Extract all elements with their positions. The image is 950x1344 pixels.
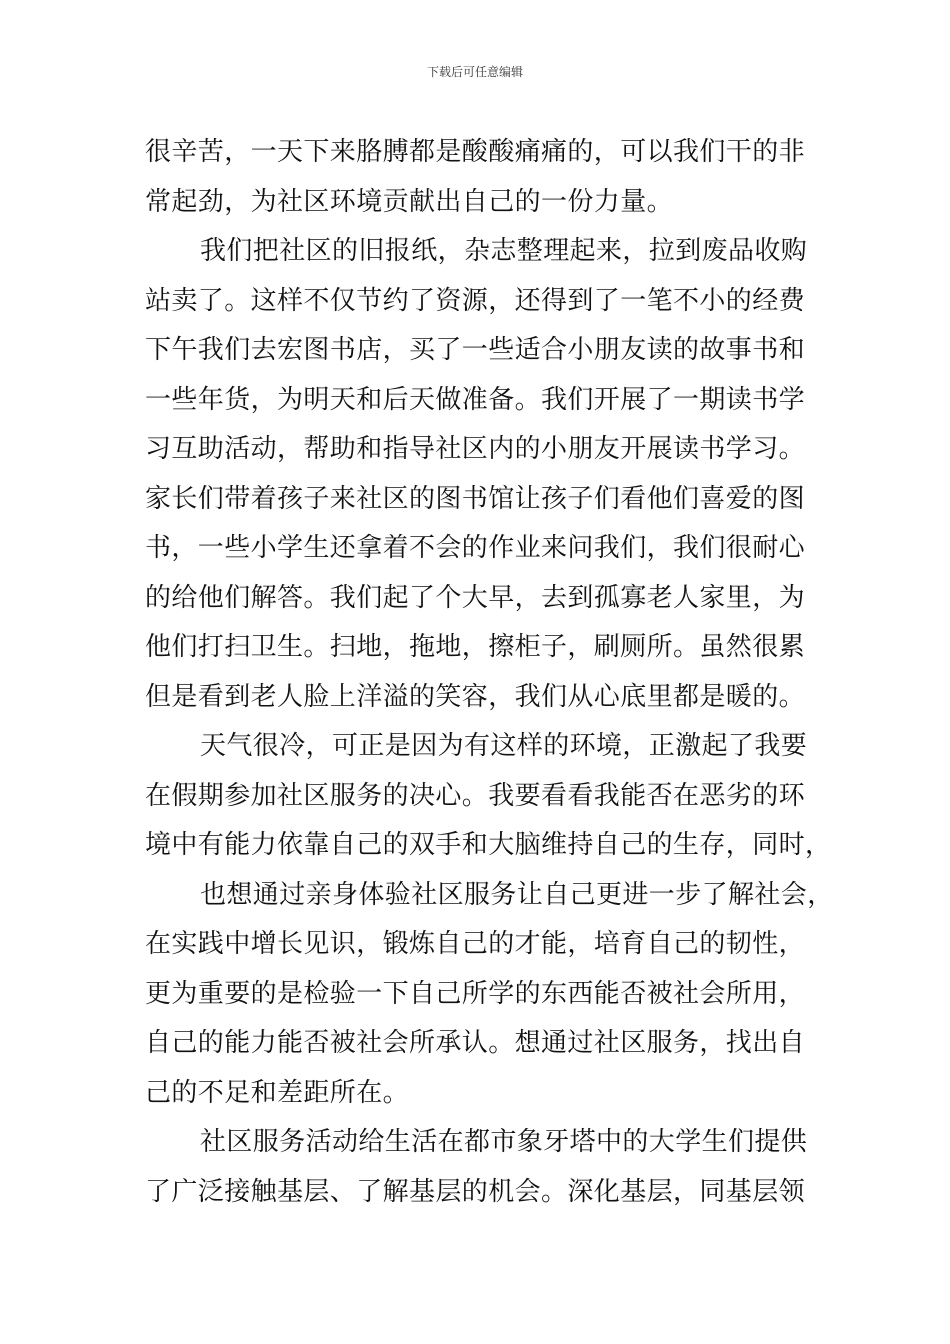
document-body: [145, 128, 835, 1217]
text-line: 在实践中增长见识，锻炼自己的才能，培育自己的韧性，: [145, 929, 806, 959]
text-line: 很辛苦，一天下来胳膊都是酸酸痛痛的，可以我们干的非: [145, 137, 806, 167]
text-line: 了广泛接触基层、了解基层的机会。深化基层，同基层领: [145, 1176, 806, 1207]
text-line: 自己的能力能否被社会所承认。想通过社区服务，找出自: [145, 1028, 806, 1058]
text-line: 习互助活动，帮助和指导社区内的小朋友开展读书学习。: [145, 434, 806, 464]
paragraph-first-line: 天气很冷，可正是因为有这样的环境，正激起了我要: [200, 731, 808, 761]
text-line: 书，一些小学生还拿着不会的作业来问我们，我们很耐心: [145, 533, 806, 563]
text-line: 一些年货，为明天和后天做准备。我们开展了一期读书学: [145, 384, 806, 415]
text-line: 下午我们去宏图书店，买了一些适合小朋友读的故事书和: [145, 335, 806, 365]
text-line: 境中有能力依靠自己的双手和大脑维持自己的生存，同时，: [145, 830, 832, 860]
text-line: 但是看到老人脸上洋溢的笑容，我们从心底里都是暖的。: [145, 681, 806, 712]
text-line: 在假期参加社区服务的决心。我要看看我能否在恶劣的环: [145, 780, 806, 811]
text-line: 常起劲，为社区环境贡献出自己的一份力量。: [145, 186, 674, 217]
page-header: 下载后可任意编辑: [426, 65, 523, 79]
paragraph-first-line: 我们把社区的旧报纸，杂志整理起来，拉到废品收购: [200, 236, 808, 266]
text-line: 更为重要的是检验一下自己所学的东西能否被社会所用，: [145, 978, 806, 1009]
text-line: 的给他们解答。我们起了个大早，去到孤寡老人家里，为: [145, 582, 806, 613]
text-line: 他们打扫卫生。扫地，拖地，擦柜子，刷厕所。虽然很累: [145, 632, 806, 662]
text-line: 家长们带着孩子来社区的图书馆让孩子们看他们喜爱的图: [145, 483, 806, 514]
paragraph-first-line: 也想通过亲身体验社区服务让自己更进一步了解社会，: [200, 879, 834, 910]
paragraph-first-line: 社区服务活动给生活在都市象牙塔中的大学生们提供: [200, 1127, 808, 1157]
text-line: 己的不足和差距所在。: [145, 1077, 410, 1108]
text-line: 站卖了。这样不仅节约了资源，还得到了一笔不小的经费: [145, 285, 806, 316]
